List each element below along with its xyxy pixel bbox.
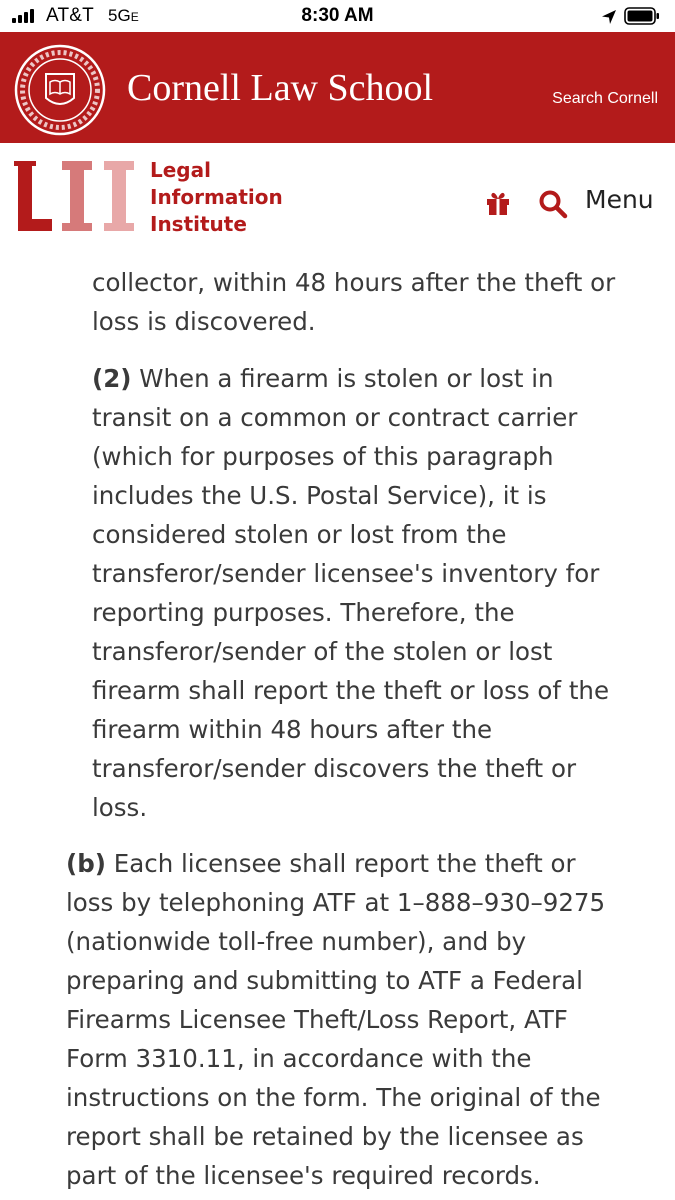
text-line: Each licensee shall report the theft or [105, 849, 576, 878]
text-line: loss is discovered. [92, 307, 316, 336]
lii-name-line: Institute [150, 212, 247, 236]
cornell-header [0, 32, 675, 143]
text-line: firearm within 48 hours after the [92, 715, 493, 744]
school-title[interactable]: Cornell Law School [127, 67, 434, 109]
lii-header [0, 143, 675, 245]
paragraph-first-line [66, 844, 605, 883]
menu-button[interactable]: Menu [585, 185, 654, 214]
lii-name-line: Legal [150, 158, 211, 182]
carrier-name: AT&T [46, 5, 94, 26]
text-line: transit on a common or contract carrier [92, 403, 578, 432]
continuation-paragraph [92, 263, 615, 341]
network-type-suffix: E [130, 10, 139, 24]
text-line: When a firearm is stolen or lost in [131, 364, 554, 393]
paragraph-first-line [92, 359, 609, 398]
text-line: transferor/sender licensee's inventory for [92, 559, 600, 588]
lii-name-line: Information [150, 185, 283, 209]
text-line: (which for purposes of this paragraph [92, 442, 554, 471]
network-type-label: 5G [108, 6, 131, 25]
text-line: reporting purposes. Therefore, the [92, 598, 515, 627]
text-line: part of the licensee's required records. [66, 1161, 541, 1190]
text-line: Firearms Licensee Theft/Loss Report, ATF [66, 1005, 568, 1034]
location-icon [600, 8, 618, 26]
text-line: instructions on the form. The original of the [66, 1083, 601, 1112]
status-bar [0, 0, 675, 32]
regulation-text [0, 245, 675, 1200]
text-line: collector, within 48 hours after the theft or [92, 268, 616, 297]
paragraph-2 [92, 359, 609, 827]
text-line: transferor/sender discovers the theft or [92, 754, 577, 783]
text-line: considered stolen or lost from the [92, 520, 507, 549]
paragraph-label: (2) [92, 364, 132, 393]
text-line: preparing and submitting to ATF a Federal [66, 966, 583, 995]
search-icon[interactable] [538, 189, 568, 219]
text-line: report shall be retained by the licensee as [66, 1122, 584, 1151]
text-line: Form 3310.11, in accordance with the [66, 1044, 532, 1073]
lii-name[interactable] [150, 157, 283, 238]
text-line: includes the U.S. Postal Service), it is [92, 481, 547, 510]
lii-logo[interactable] [14, 157, 136, 235]
gift-icon[interactable] [485, 190, 511, 216]
text-line: loss. [92, 793, 148, 822]
paragraph-b [66, 844, 605, 1195]
battery-icon [624, 7, 660, 25]
text-line: firearm shall report the theft or loss of the [92, 676, 610, 705]
status-time: 8:30 AM [301, 5, 374, 26]
text-line: loss by telephoning ATF at 1–888–930–9275 [66, 888, 606, 917]
cornell-seal-icon[interactable] [14, 44, 106, 136]
text-line: (nationwide toll-free number), and by [66, 927, 527, 956]
text-line: transferor/sender of the stolen or lost [92, 637, 553, 666]
paragraph-label: (b) [66, 849, 106, 878]
search-cornell-link[interactable]: Search Cornell [552, 90, 658, 107]
